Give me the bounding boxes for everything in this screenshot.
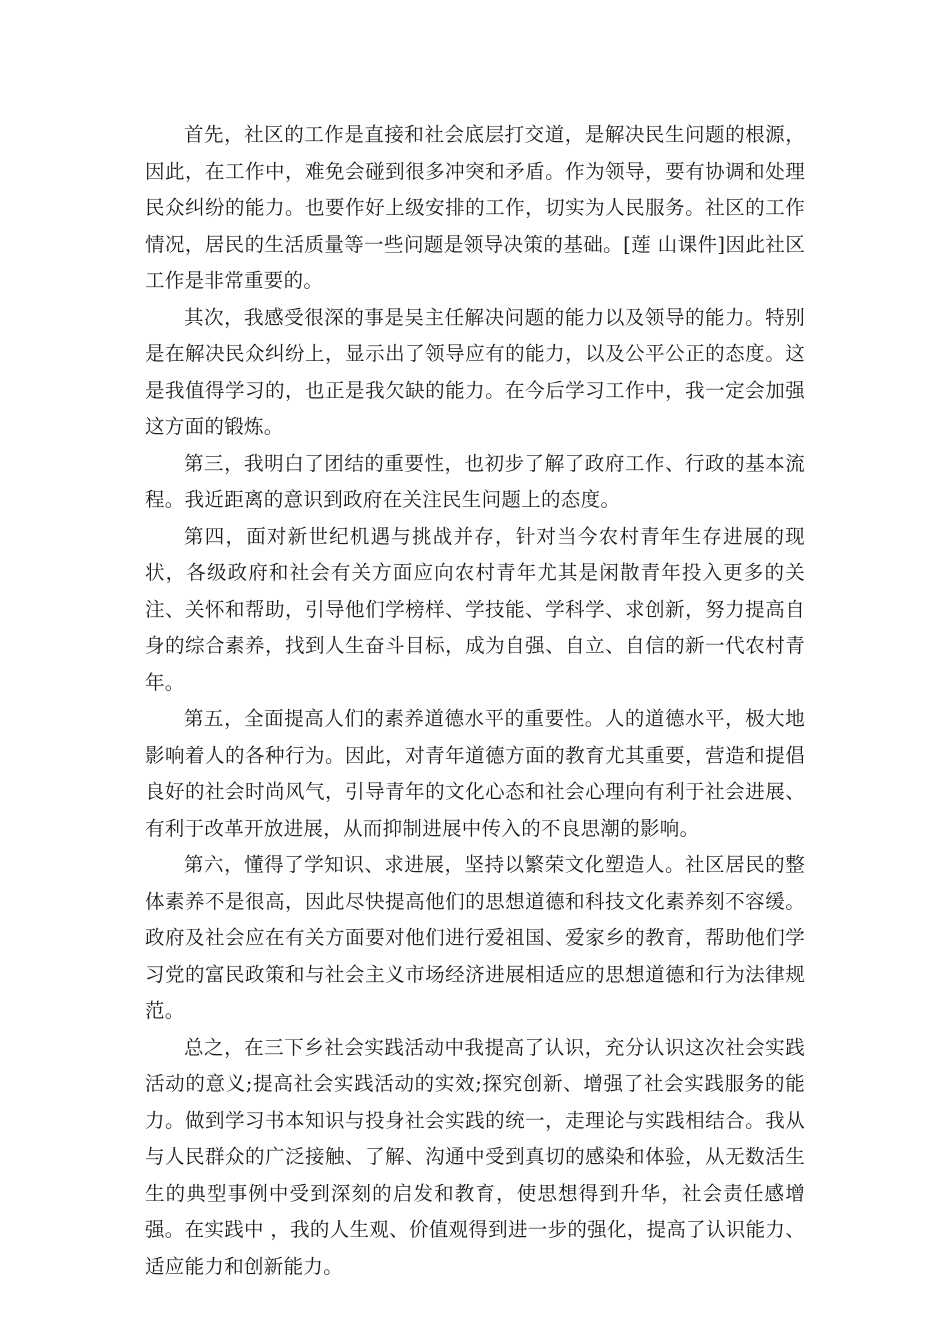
- paragraph-6: 第六，懂得了学知识、求进展，坚持以繁荣文化塑造人。社区居民的整体素养不是很高，因此尽快提高他们的思想道德和科技文化素养刻不容缓。政府及社会应在有关方面要对他们进行爱祖国、爱家乡的教育，帮助他们学习党的富民政策和与社会主义市场经济进展相适应的思想道德和行为法律规范。: [145, 853, 805, 1022]
- paragraph-5: 第五，全面提高人们的素养道德水平的重要性。人的道德水平，极大地影响着人的各种行为。因此，对青年道德方面的教育尤其重要，营造和提倡良好的社会时尚风气，引导青年的文化心态和社会心理向有利于社会进展、有利于改革开放进展，从而抑制进展中传入的不良思潮的影响。: [145, 707, 805, 840]
- paragraph-3: 第三，我明白了团结的重要性，也初步了解了政府工作、行政的基本流程。我近距离的意识到政府在关注民生问题上的态度。: [145, 451, 805, 511]
- paragraph-1: 首先，社区的工作是直接和社会底层打交道，是解决民生问题的根源，因此，在工作中，难免会碰到很多冲突和矛盾。作为领导，要有协调和处理民众纠纷的能力。也要作好上级安排的工作，切实为人民服务。社区的工作情况，居民的生活质量等一些问题是领导决策的基础。[莲 山课件]因此社区工作是非常重要的。: [145, 123, 805, 292]
- paragraph-4: 第四，面对新世纪机遇与挑战并存，针对当今农村青年生存进展的现状，各级政府和社会有关方面应向农村青年尤其是闲散青年投入更多的关注、关怀和帮助，引导他们学榜样、学技能、学科学、求创新，努力提高自身的综合素养，找到人生奋斗目标，成为自强、自立、自信的新一代农村青年。: [145, 524, 805, 694]
- document-body: [145, 117, 805, 1285]
- paragraph-7: 总之，在三下乡社会实践活动中我提高了认识，充分认识这次社会实践活动的意义;提高社会实践活动的实效;探究创新、增强了社会实践服务的能力。做到学习书本知识与投身社会实践的统一，走理论与实践相结合。我从与人民群众的广泛接触、了解、沟通中受到真切的感染和体验，从无数活生生的典型事例中受到深刻的启发和教育，使思想得到升华，社会责任感增强。在实践中 ，我的人生观、价值观得到进一步的强化，提高了认识能力、适应能力和创新能力。: [145, 1035, 805, 1278]
- paragraph-2: 其次，我感受很深的事是吴主任解决问题的能力以及领导的能力。特别是在解决民众纠纷上，显示出了领导应有的能力，以及公平公正的态度。这是我值得学习的，也正是我欠缺的能力。在今后学习工作中，我一定会加强这方面的锻炼。: [145, 305, 805, 438]
